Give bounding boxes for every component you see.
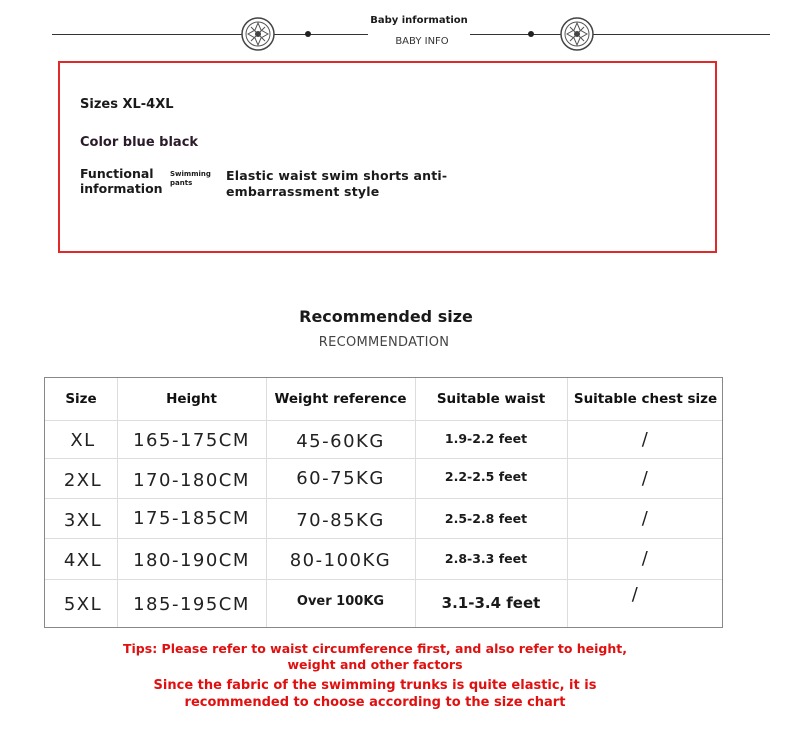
tips-elastic-note: Since the fabric of the swimming trunks is quite elastic, it is recommended to choose according to the size chart (153, 678, 597, 710)
table-cell-chest: / (641, 548, 650, 569)
header-weight: Weight reference (274, 391, 407, 407)
table-cell-chest: / (631, 583, 640, 605)
header-title: Baby information (370, 15, 468, 26)
header-waist: Suitable waist (436, 391, 546, 407)
sizes-label: Sizes XL-4XL (80, 97, 174, 112)
mandala-icon (560, 17, 594, 51)
table-cell-size: XL (70, 429, 96, 451)
header-height: Height (166, 391, 217, 407)
mandala-icon (241, 17, 275, 51)
size-table (44, 377, 723, 628)
header-line-right (470, 34, 770, 35)
table-cell-height: 175-185CM (133, 507, 250, 529)
tips-text: Tips: Please refer to waist circumference first, and also refer to height, weight and other factors (123, 641, 627, 672)
table-cell-waist: 1.9-2.2 feet (444, 430, 528, 446)
table-cell-size: 3XL (63, 509, 103, 531)
table-cell-waist: 2.8-3.3 feet (444, 551, 528, 566)
table-cell-weight: 80-100KG (289, 550, 392, 571)
table-cell-weight: 60-75KG (296, 467, 385, 489)
functional-label: Functional information (80, 166, 163, 196)
table-cell-waist: 2.2-2.5 feet (444, 468, 528, 484)
header-subtitle: BABY INFO (395, 36, 449, 47)
functional-small-label: Swimming pants (170, 170, 211, 187)
info-box (58, 61, 717, 253)
table-cell-chest: / (641, 467, 650, 489)
table-cell-weight: Over 100KG (296, 593, 385, 609)
table-cell-size: 2XL (63, 469, 103, 491)
table-cell-waist: 2.5-2.8 feet (444, 510, 528, 526)
table-cell-weight: 70-85KG (296, 509, 385, 531)
recommendation-subtitle: RECOMMENDATION (318, 335, 450, 350)
color-label: Color blue black (80, 135, 199, 150)
table-cell-size: 5XL (63, 594, 103, 615)
header-dot-left (305, 31, 311, 37)
table-cell-chest: / (641, 428, 650, 450)
table-cell-height: 180-190CM (133, 550, 250, 571)
table-cell-height: 170-180CM (133, 469, 250, 491)
table-cell-size: 4XL (63, 550, 103, 571)
table-cell-waist: 3.1-3.4 feet (441, 593, 541, 612)
table-cell-chest: / (641, 507, 650, 529)
recommendation-title: Recommended size (299, 307, 473, 326)
header-dot-right (528, 31, 534, 37)
functional-description: Elastic waist swim shorts anti-embarrassment style (226, 168, 448, 199)
table-cell-height: 185-195CM (133, 594, 250, 615)
header-chest: Suitable chest size (573, 391, 718, 407)
table-cell-weight: 45-60KG (296, 430, 385, 452)
header-size: Size (65, 391, 97, 407)
header-line-left (52, 34, 368, 35)
table-cell-height: 165-175CM (133, 429, 250, 451)
